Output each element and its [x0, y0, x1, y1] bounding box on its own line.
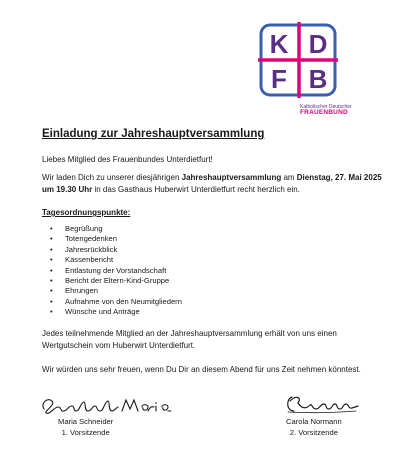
agenda-item-label: Kassenbericht: [65, 255, 114, 265]
agenda-item-label: Begrüßung: [65, 224, 103, 233]
bullet-icon: •: [50, 286, 53, 296]
agenda-item: [50, 224, 182, 234]
signatory-2: [286, 416, 342, 438]
bullet-icon: •: [50, 234, 53, 244]
logo-caption-line1: Katholischer Deutscher: [300, 104, 352, 110]
bullet-icon: •: [50, 255, 53, 265]
logo-letter-k: K: [269, 29, 289, 59]
agenda-list: [50, 224, 182, 318]
agenda-item-label: Aufnahme von den Neumitgliedern: [65, 296, 182, 306]
intro-part1: Wir laden Dich zu unserer diesjährigen: [42, 173, 182, 182]
intro-event: Jahreshauptversammlung: [181, 173, 282, 182]
closing-sentence: Wir würden uns sehr freuen, wenn Du Dir an diesem Abend für uns Zeit nehmen könntest.: [42, 365, 361, 374]
bullet-icon: •: [50, 244, 53, 254]
agenda-item-label: Totengedenken: [65, 234, 117, 244]
signature-carola-normann: [282, 393, 362, 415]
agenda-item-label: Bericht der Eltern-Kind-Gruppe: [65, 275, 170, 285]
voucher-paragraph: [42, 328, 337, 351]
signature-maria-schneider: [38, 393, 178, 417]
agenda-item: [50, 234, 182, 244]
signatory-1-name: Maria Schneider: [58, 417, 114, 426]
greeting: Liebes Mitglied des Frauenbundes Unterdietfurt!: [42, 155, 213, 164]
logo-caption-line2: FRAUENBUND: [300, 109, 348, 116]
bullet-icon: •: [50, 296, 53, 306]
intro-time: um 19.30 Uhr: [42, 184, 93, 194]
agenda-item: [50, 245, 182, 255]
bullet-icon: •: [50, 275, 53, 285]
agenda-heading: Tagesordnungspunkte:: [42, 208, 131, 217]
agenda-item-label: Wünsche und Anträge: [65, 307, 140, 317]
agenda-item-label: Jahresrückblick: [65, 244, 118, 254]
signatory-1: [58, 416, 113, 438]
agenda-item-label: Ehrungen: [65, 286, 98, 296]
agenda-item-label: Entlastung der Vorstandschaft: [65, 265, 167, 275]
signatory-2-role: 2. Vorsitzende: [289, 428, 338, 437]
signatory-2-name: Carola Normann: [286, 417, 342, 426]
agenda-item: [50, 307, 182, 317]
agenda-item: [50, 266, 182, 276]
logo-letter-d: D: [308, 29, 328, 59]
agenda-item: [50, 276, 182, 286]
intro-part2: am: [281, 173, 297, 182]
intro-date: Dienstag, 27. Mai 2025: [296, 173, 382, 182]
bullet-icon: •: [50, 224, 53, 233]
signatory-1-role: 1. Vorsitzende: [61, 428, 110, 437]
intro-part3: in das Gasthaus Huberwirt Unterdietfurt recht herzlich ein.: [92, 184, 300, 194]
logo-letter-f: F: [271, 64, 287, 94]
agenda-item: [50, 286, 182, 296]
kdfb-logo: [258, 22, 338, 98]
agenda-item: [50, 297, 182, 307]
voucher-line1: Jedes teilnehmende Mitglied an der Jahreshauptversammlung erhält von uns einen: [42, 329, 337, 338]
agenda-item: [50, 255, 182, 265]
logo-letter-b: B: [308, 64, 328, 94]
logo-caption: [300, 104, 352, 116]
intro-paragraph: [42, 172, 382, 195]
voucher-line2: Wertgutschein vom Huberwirt Unterdietfurt.: [42, 340, 196, 350]
document-title: Einladung zur Jahreshauptversammlung: [42, 128, 265, 140]
bullet-icon: •: [50, 307, 53, 317]
bullet-icon: •: [50, 265, 53, 275]
